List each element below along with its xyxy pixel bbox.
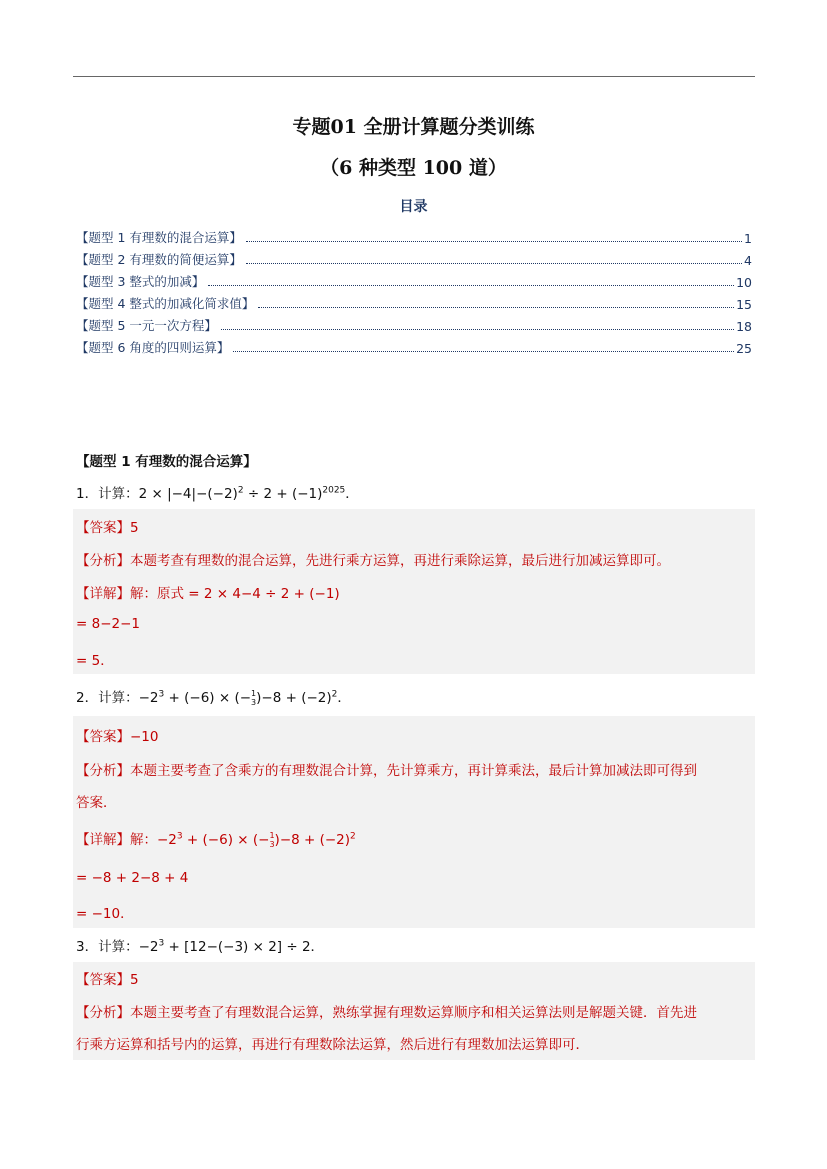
toc-leader <box>258 307 734 308</box>
toc-item-label: 【题型 3 整式的加减】 <box>76 274 205 289</box>
fraction-numerator: 1 <box>251 689 257 698</box>
question-expression <box>139 486 359 502</box>
exponent: 2 <box>331 689 338 700</box>
toc-leader <box>208 285 734 286</box>
expr-part: −2 <box>138 690 159 706</box>
toc-item-label: 【题型 6 角度的四则运算】 <box>76 340 230 355</box>
toc-leader <box>221 329 734 330</box>
detail-line <box>76 582 340 602</box>
expr-part: −2 <box>138 939 159 955</box>
toc-item-page: 15 <box>736 297 752 312</box>
toc-item[interactable] <box>76 290 752 312</box>
solution-box-1 <box>73 509 755 674</box>
toc-item[interactable] <box>76 312 752 334</box>
question-expression <box>139 939 324 955</box>
answer-tag: 【答案】 <box>76 729 130 745</box>
exponent: 3 <box>158 938 165 949</box>
question-3 <box>76 935 324 955</box>
expr-end: ． <box>345 486 359 502</box>
detail-tag: 【详解】 <box>76 586 130 602</box>
detail-tag: 【详解】 <box>76 832 130 848</box>
toc-leader <box>233 351 734 352</box>
toc-item-label: 【题型 1 有理数的混合运算】 <box>76 230 242 245</box>
analysis-line-cont: 行乘方运算和括号内的运算，再进行有理数除法运算，然后进行有理数加法运算即可． <box>76 1037 589 1053</box>
question-prefix: 2．计算： <box>76 690 139 706</box>
solution-box-2 <box>73 716 755 928</box>
question-prefix: 3．计算： <box>76 939 139 955</box>
toc-item-page: 10 <box>736 275 752 290</box>
toc-leader <box>246 263 742 264</box>
exponent: 2025 <box>322 485 346 496</box>
expr-part: )−8 + (−2) <box>256 690 332 706</box>
toc-item[interactable] <box>76 268 752 290</box>
analysis-line <box>76 759 697 779</box>
question-1 <box>76 482 359 502</box>
toc-leader <box>246 241 742 242</box>
answer-line <box>76 968 139 988</box>
expr-part: + (−6) × (− <box>164 690 252 706</box>
question-expression <box>139 690 351 706</box>
analysis-text: 本题主要考查了含乘方的有理数混合计算，先计算乘方，再计算乘法，最后计算加减法即可得到 <box>130 763 697 779</box>
toc-item-page: 18 <box>736 319 752 334</box>
expr-end: ． <box>337 690 351 706</box>
toc-item-label: 【题型 2 有理数的简便运算】 <box>76 252 242 267</box>
toc-item-page: 25 <box>736 341 752 356</box>
fraction-denominator: 3 <box>269 840 275 849</box>
exponent: 3 <box>158 689 165 700</box>
answer-line <box>76 516 139 536</box>
answer-value: 5 <box>130 972 139 988</box>
exponent: 3 <box>176 831 183 842</box>
analysis-line <box>76 1001 697 1021</box>
section-heading: 【题型 1 有理数的混合运算】 <box>76 454 257 470</box>
toc-item[interactable] <box>76 224 752 246</box>
header-rule <box>73 76 755 77</box>
expr-part: ÷ 2 + (−1) <box>243 486 323 502</box>
question-prefix: 1．计算： <box>76 486 139 502</box>
question-2 <box>76 686 351 707</box>
detail-text: 解：−2 <box>130 832 177 848</box>
answer-tag: 【答案】 <box>76 520 130 536</box>
answer-value: 5 <box>130 520 139 536</box>
toc-item-page: 4 <box>744 253 752 268</box>
step-line: = 8−2−1 <box>76 616 140 632</box>
page-title: 专题01 全册计算题分类训练 <box>292 116 535 138</box>
exponent: 2 <box>350 831 356 842</box>
toc-item[interactable] <box>76 246 752 268</box>
answer-line <box>76 725 159 745</box>
expr-part: + [12−(−3) × 2] ÷ 2． <box>164 939 325 955</box>
fraction-denominator: 3 <box>251 698 257 707</box>
toc-item-label: 【题型 4 整式的加减化简求值】 <box>76 296 255 311</box>
toc-title: 目录 <box>399 199 428 215</box>
answer-value: −10 <box>130 729 159 745</box>
analysis-text: 本题主要考查了有理数混合运算，熟练掌握有理数运算顺序和相关运算法则是解题关键．首先进 <box>130 1005 697 1021</box>
answer-tag: 【答案】 <box>76 972 130 988</box>
step-line: = −10． <box>76 906 134 922</box>
exponent: 2 <box>237 485 244 496</box>
detail-text: + (−6) × (− <box>182 832 270 848</box>
analysis-tag: 【分析】 <box>76 553 130 569</box>
toc-item-label: 【题型 5 一元一次方程】 <box>76 318 217 333</box>
step-line: = −8 + 2−8 + 4 <box>76 870 189 886</box>
page-subtitle: （6 种类型 100 道） <box>320 157 507 179</box>
analysis-line <box>76 549 670 569</box>
solution-box-3 <box>73 962 755 1060</box>
detail-text: )−8 + (−2) <box>274 832 351 848</box>
analysis-line-cont: 答案． <box>76 795 117 811</box>
expr-part: 2 × |−4|−(−2) <box>138 486 238 502</box>
detail-line <box>76 828 356 849</box>
fraction-numerator: 1 <box>269 831 275 840</box>
detail-text: 解：原式 = 2 × 4−4 ÷ 2 + (−1) <box>130 586 340 602</box>
table-of-contents <box>76 224 752 356</box>
toc-item[interactable] <box>76 334 752 356</box>
analysis-text: 本题考查有理数的混合运算，先进行乘方运算，再进行乘除运算，最后进行加减运算即可。 <box>130 553 670 569</box>
toc-item-page: 1 <box>744 231 752 246</box>
step-line: = 5． <box>76 653 114 669</box>
analysis-tag: 【分析】 <box>76 763 130 779</box>
analysis-tag: 【分析】 <box>76 1005 130 1021</box>
